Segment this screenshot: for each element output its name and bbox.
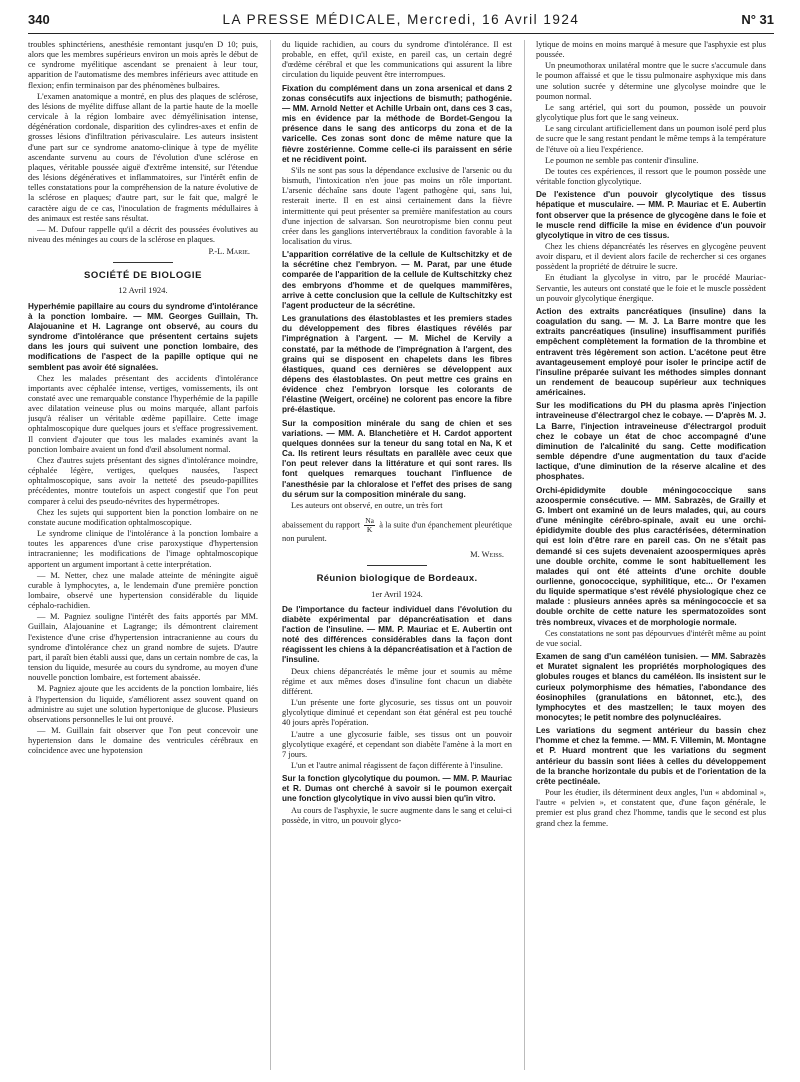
- article-heading: Hyperhémie papillaire au cours du syndrome d'intolérance à la ponction lombaire. — MM. Georges Guillain, Th. Alajouanine et H. Lagrange ont observé, au cours du syndrome d'intolérance que présentent certains sujets dans les jours qui suivent une ponction lombaire, des modifications de l'aspect de la papille optique qui ne semblent pas avoir été signalées.: [28, 301, 258, 372]
- article-heading: Sur la fonction glycolytique du poumon. — MM. P. Mauriac et R. Dumas ont cherché à savoir si le poumon exerçait une fonction glycolytique in vivo aussi bien qu'in vitro.: [282, 774, 512, 804]
- section-title: Réunion biologique de Bordeaux.: [316, 573, 478, 585]
- journal-title: LA PRESSE MÉDICALE, Mercredi, 16 Avril 1924: [222, 12, 580, 27]
- ratio-fraction: [364, 517, 375, 534]
- article-heading: Orchi-épididymite double méningococcique sans azoospermie consécutive. — MM. Sabrazès, de Grailly et G. Imbert ont examiné un de leurs malades, qui, au cours d'une méningite cérébro-spinale, avait eu une orchi-épididymite double des plus caractérisées, détermination qui est loin d'être rare en pareil cas. On ne s'était pas demandé si ces sujets devenaient azoospermiques après une double orchite, comme le sont habituellement les malades qui ont été atteints d'une orchite double ourlienne, gonococcique, syphilitique, etc... Or l'examen du liquide spermatique s'est révélé physiologique chez ce malade : plusieurs années après sa méningococcie et sa double orchite de cette nature les spermatozoïdes sont très nombreux, vivaces et de morphologie normale.: [536, 485, 766, 627]
- ratio-text-after: à la suite d'un épanchement pleurétique non purulent.: [282, 520, 512, 544]
- header-rule: [28, 33, 774, 34]
- paragraph: L'autre a une glycosurie faible, ses tissus ont un pouvoir glycolytique exagéré, et cependant son diabète l'amène à la mort en 7 jours.: [282, 729, 512, 759]
- paragraph: — M. Guillain fait observer que l'on peut concevoir une hypertension dans le domaine des ventricules cérébraux en coïncidence avec une hypotension: [28, 726, 258, 756]
- page-number: 340: [28, 12, 50, 27]
- paragraph: Chez les chiens dépancréatés les réserves en glycogène peuvent avoir disparu, et il devient alors facile de rechercher si ces organes possèdent la propriété de détruire le sucre.: [536, 241, 766, 272]
- paragraph: M. Pagniez ajoute que les accidents de la ponction lombaire, liés à l'hypertension du liquide, s'améliorent assez souvent quand on administre au sujet une solution hypertonique de glucose. Plusieurs observations personnelles le lui ont prouvé.: [28, 684, 258, 724]
- divider: [113, 262, 173, 263]
- divider: [367, 565, 427, 566]
- fraction-denominator: K: [366, 525, 373, 535]
- ratio-text-before: abaissement du rapport: [282, 520, 360, 530]
- paragraph: Chez les malades présentant des accidents d'intolérance importants avec céphalée intense, vertiges, vomissements, ils ont constaté avec une remarquable constance l'hyperhémie de la papille avec dilatation veineuse plus ou moins marquée, allant parfois jusqu'à réaliser un véritable œdème papillaire. Cette image ophtalmoscopique dure quelques jours et s'efface progressivement. Il convient d'ajouter que tous les malades examinés avant la ponction lombaire avaient un fond d'œil absolument normal.: [28, 373, 258, 454]
- paragraph: Deux chiens dépancréatés le même jour et soumis au même régime et aux mêmes doses d'insuline font chacun un diabète différent.: [282, 666, 512, 696]
- paragraph: lytique de moins en moins marqué à mesure que l'asphyxie est plus poussée.: [536, 40, 766, 60]
- paragraph: Les auteurs ont observé, en outre, un très fort: [291, 500, 443, 510]
- article-heading: Les granulations des élastoblastes et les premiers stades du développement des fibres élastiques révélés par l'imprégnation à l'argent. — M. Michel de Kervily a constaté, par la méthode de l'imprégnation à l'argent, des grains qui se disposent en chapelets dans les fibres élastiques, quand ces dernières se développent aux dépens des élastoblastes. On peut mettre ces grains en évidence chez l'embryon lorsque les colorants de l'élastine (Weigert, orcéine) ne colorent pas encore la fibre pré-élastique.: [282, 314, 512, 415]
- paragraph: Ces constatations ne sont pas dépourvues d'intérêt même au point de vue social.: [536, 628, 766, 648]
- issue-number: N° 31: [741, 12, 774, 27]
- section-date: 12 Avril 1924.: [118, 285, 168, 296]
- column-divider: [270, 40, 271, 1070]
- paragraph: Chez d'autres sujets présentant des signes d'intolérance moindre, céphalée légère, vertiges, quelques nausées, l'aspect ophtalmoscopique, sans avoir la netteté des pseudo-papillites précédentes, montre toutefois un aspect congestif que l'on peut comparer à celui des pseudo-névrites des hypermétropes.: [28, 455, 258, 506]
- paragraph: En étudiant la glycolyse in vitro, par le procédé Mauriac-Servantie, les auteurs ont constaté que le foie et le muscle possèdent un pouvoir glycolytique énergique.: [536, 273, 766, 303]
- article-heading: Les variations du segment antérieur du bassin chez l'homme et chez la femme. — MM. F. Villemin, M. Montagne et P. Huard montrent que les variations du segment antérieur du bassin sont liées à celles du développement de la branche horizontale du pubis et de l'orientation de la crête pectinéale.: [536, 726, 766, 786]
- paragraph: Chez les sujets qui supportent bien la ponction lombaire on ne constate aucune modification ophtalmoscopique.: [28, 507, 258, 527]
- paragraph: — M. Pagniez souligne l'intérêt des faits apportés par MM. Guillain, Alajouanine et Lagrange; ils démontrent clairement l'existence d'une crise d'hypertension intracranienne au cours du syndrome d'intolérance chez un grand nombre de sujets. D'autre part, il paraît bien établi aussi que, dans un certain nombre de cas, la tension du liquide, mesurée au cours du syndrome, au moyen d'une nouvelle ponction lombaire, est fortement abaissée.: [28, 612, 258, 683]
- paragraph: Le sang circulant artificiellement dans un poumon isolé perd plus de sucre que le sang restant pendant le même temps à la température de l'étuve où a lieu l'expérience.: [536, 124, 766, 154]
- column-middle: [282, 40, 512, 1070]
- paragraph: L'un et l'autre animal réagissent de façon différente à l'insuline.: [291, 761, 503, 770]
- page-header: [28, 10, 774, 30]
- ratio-paragraph: [282, 517, 512, 544]
- paragraph: Au cours de l'asphyxie, le sucre augmente dans le sang et celui-ci possède, in vitro, un pouvoir glyco-: [282, 805, 512, 825]
- section-date: 1er Avril 1924.: [371, 588, 423, 599]
- column-right: [536, 40, 766, 1070]
- article-heading: Sur les modifications du PH du plasma après l'injection intraveineuse d'électrargol chez le cobaye. — D'après M. J. La Barre, l'injection intraveineuse d'électrargol produit chez le cobaye un état de choc accompagné d'une diminution de l'alcalinité du sang. Cette modification semble dépendre d'une augmentation du taux d'acide lactique, d'une diminution de la réserve alcaline et des phosphates.: [536, 401, 766, 482]
- signature: M. Weiss.: [470, 550, 504, 560]
- paragraph: Un pneumothorax unilatéral montre que le sucre s'accumule dans le poumon affaissé et que le tissu pulmonaire asphyxique mis dans une solution sucrée y détermine une glycolyse moindre que le poumon normal.: [536, 61, 766, 101]
- paragraph: troubles sphinctériens, anesthésie remontant jusqu'en D 10; puis, alors que les membres supérieurs environ un mois après le début de ce syndrome myélitique ascendant se prenaient à leur tour, apparition de l'automatisme des membres inférieurs avec attitude en flexion; enfin terminaison par des phénomènes bulbaires.: [28, 40, 258, 90]
- column-divider: [524, 40, 525, 1070]
- signature: P.-L. Marie.: [208, 247, 250, 257]
- paragraph: — M. Netter, chez une malade atteinte de méningite aiguë curable à lymphocytes, a, le lendemain d'une première ponction lombaire, observé une hypertension considérable du liquide céphalo-rachidien.: [28, 570, 258, 611]
- paragraph: Le poumon ne semble pas contenir d'insuline.: [545, 155, 699, 165]
- paragraph: De toutes ces expériences, il ressort que le poumon possède une véritable fonction glycolytique.: [536, 166, 766, 187]
- paragraph: S'ils ne sont pas sous la dépendance exclusive de l'arsenic ou du bismuth, l'intoxication n'en joue pas moins un rôle important. L'arsenic déchaîne sans doute l'agent pathogène qui, sans lui, resterait inerte. Il en est ainsi certainement dans la fièvre intermittente qui peut présenter sa première manifestation au cours d'une injection de salvarsan. Son neurotropisme bien connu peut créer dans les ganglions intervertébraux la condition favorable à la localisation du virus.: [282, 165, 512, 246]
- article-heading: L'apparition corrélative de la cellule de Kultschitzky et de la sécrétine chez l'embryon. — M. Parat, par une étude comparée de l'apparition de la cellule de Kultschitzky chez des embryons d'homme et de quelques mammifères, arrive à cette conclusion que la cellule de Kultschitzky est l'agent producteur de la sécrétine.: [282, 250, 512, 310]
- paragraph: Pour les étudier, ils déterminent deux angles, l'un « abdominal », l'autre « pelvien », et constatent que, d'une façon générale, le premier est plus grand chez l'homme, tandis que le second est plus grand chez la femme.: [536, 788, 766, 828]
- paragraph: du liquide rachidien, au cours du syndrome d'intolérance. Il est probable, en effet, qu'il existe, en pareil cas, un certain degré d'œdème cérébral et que les communications qui assurent la libre circulation du liquide peuvent être interrompues.: [282, 40, 512, 80]
- article-heading: Fixation du complément dans un zona arsenical et dans 2 zonas consécutifs aux injections de bismuth; pathogénie. — MM. Arnold Netter et Achille Urbain ont, dans ces 3 cas, mis en évidence par la méthode de Bordet-Gengou la présence dans le sang des anticorps du zona et de la varicelle. Ces zonas sont donc de même nature que la fièvre zostérienne. Comme celle-ci ils paraissent en série et ne récidivent point.: [282, 83, 512, 164]
- paragraph: Le sang artériel, qui sort du poumon, possède un pouvoir glycolytique plus fort que le sang veineux.: [536, 102, 766, 123]
- paragraph: Le syndrome clinique de l'intolérance à la ponction lombaire a toutes les apparences d'une crise paroxystique d'hypertension intracranienne; les modifications de l'image ophtalmoscopique apportent un argument important à cette interprétation.: [28, 529, 258, 569]
- column-left: [28, 40, 258, 1070]
- article-heading: De l'existence d'un pouvoir glycolytique des tissus hépatique et musculaire. — MM. P. Mauriac et E. Aubertin font observer que la présence de glycogène dans le foie et le muscle rend difficile la mise en évidence d'un pouvoir glycolytique in vitro de ces tissus.: [536, 190, 766, 240]
- article-heading: Action des extraits pancréatiques (insuline) dans la coagulation du sang. — M. J. La Barre montre que les extraits pancréatiques (insuline) insuffisamment purifiés empêchent complètement la formation de la thrombine et entravent très légèrement son action. L'acétone peut être avantageusement employé pour isoler le principe actif de l'insuline préparée suivant les méthodes simples donnant un rendement de beaucoup supérieur aux techniques américaines.: [536, 306, 766, 398]
- paragraph: L'un présente une forte glycosurie, ses tissus ont un pouvoir glycolytique diminué et cependant son état général est peu touché 40 jours après l'opération.: [282, 698, 512, 728]
- section-title: SOCIÉTÉ DE BIOLOGIE: [83, 270, 203, 282]
- article-heading: De l'importance du facteur individuel dans l'évolution du diabète expérimental par dépancréatisation et dans l'action de l'insuline. — MM. P. Mauriac et E. Aubertin ont noté des différences considérables dans la façon dont réagissent les chiens à la dépancréatisation et à l'action de l'insuline.: [282, 604, 512, 665]
- fraction-numerator: Na: [365, 516, 374, 526]
- paragraph: L'examen anatomique a montré, en plus des plaques de sclérose, des lésions de myélite diffuse allant de la partie haute de la moelle cervicale à la région lombaire avec démyélinisation intense, dégénération cordonale, disparition des cylindres-axes et enfin de grosses lésions d'infiltration périvasculaire. Les auteurs insistent d'une part sur ce syndrome anatomo-clinique à type de myélite ascendante survenu au cours de l'évolution d'une sclérose en plaques, véritable poussée aiguë d'extrême intensité, sur l'étendue des lésions dégénératives et inflammatoires, sur l'intérêt enfin de telles constatations pour la compréhension de la nature évolutive de la sclérose en plaques; d'autre part, sur le fait que, malgré le caractère aigu de ce cas, l'inoculation de fragments médullaires à des animaux est restée sans résultat.: [28, 91, 258, 223]
- paragraph: — M. Dufour rappelle qu'il a décrit des poussées évolutives au niveau des méninges au cours de la sclérose en plaques.: [28, 224, 258, 244]
- article-heading: Examen de sang d'un caméléon tunisien. — MM. Sabrazès et Muratet signalent les propriétés morphologiques des globules rouges et blancs du caméléon. Ils insistent sur le curieux polymorphisme des hématies, l'abondance des éosinophiles (granulations en bâtonnet, etc.), des lymphocytes et des mastzellen; le taux moyen des monocytes; le petit nombre des polynucléaires.: [536, 652, 766, 722]
- article-heading: Sur la composition minérale du sang de chien et ses variations. — MM. A. Blanchetière et H. Cardot apportent quelques données sur la teneur du sang total en Na, K et Ca. Ils retirent leurs résultats en parallèle avec ceux que l'on peut relever dans la littérature et qui sont rares. Ils font quelques remarques touchant l'influence de l'anesthésie par la chloralose et l'effet des prises de sang du sérum sur la composition minérale du sang.: [282, 418, 512, 499]
